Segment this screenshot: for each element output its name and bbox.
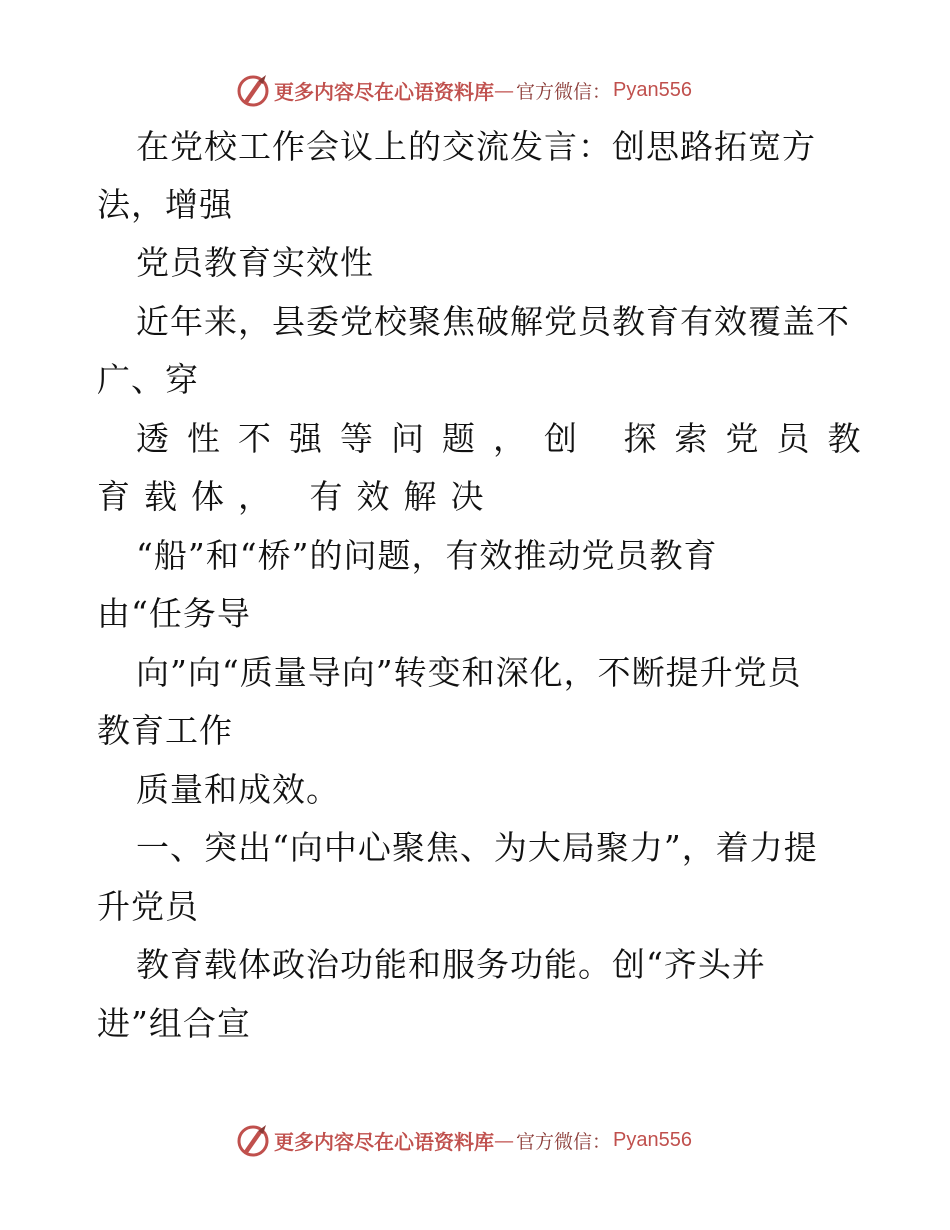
document-line: 教育工作 — [97, 711, 233, 750]
watermark-site-text: 更多内容尽在心语资料库 — [274, 1129, 494, 1154]
document-line: 育载体， 有效解决 — [97, 477, 498, 516]
document-line: 近年来，县委党校聚焦破解党员教育有效覆盖不 — [136, 302, 850, 341]
document-line: 广、穿 — [97, 360, 199, 399]
document-line: 在党校工作会议上的交流发言：创思路拓宽方 — [136, 127, 816, 166]
document-line: “船”和“桥”的问题，有效推动党员教育 — [136, 536, 718, 575]
document-line: 进”组合宣 — [97, 1004, 251, 1043]
watermark-dash: — — [494, 78, 514, 102]
footer-watermark — [236, 1122, 692, 1158]
document-line: 透性不强等问题，创 探索党员教 — [136, 419, 879, 458]
document-line: 向”向“质量导向”转变和深化，不断提升党员 — [136, 653, 802, 692]
watermark-wechat-id: Pyan556 — [613, 1128, 692, 1151]
document-line: 质量和成效。 — [136, 770, 340, 809]
document-line: 教育载体政治功能和服务功能。创“齐头并 — [136, 945, 766, 984]
watermark-official-label: 官方微信： — [516, 80, 612, 103]
watermark-wechat-id: Pyan556 — [613, 78, 692, 101]
document-line: 一、突出“向中心聚焦、为大局聚力”，着力提 — [136, 828, 818, 867]
watermark-official-label: 官方微信： — [516, 1130, 612, 1153]
watermark-dash: — — [494, 1128, 514, 1152]
quill-logo-icon — [236, 1123, 270, 1157]
watermark-site-text: 更多内容尽在心语资料库 — [274, 79, 494, 104]
document-line: 法，增强 — [97, 185, 233, 224]
document-line: 由“任务导 — [97, 594, 251, 633]
document-line: 升党员 — [97, 887, 199, 926]
document-line: 党员教育实效性 — [136, 243, 374, 282]
